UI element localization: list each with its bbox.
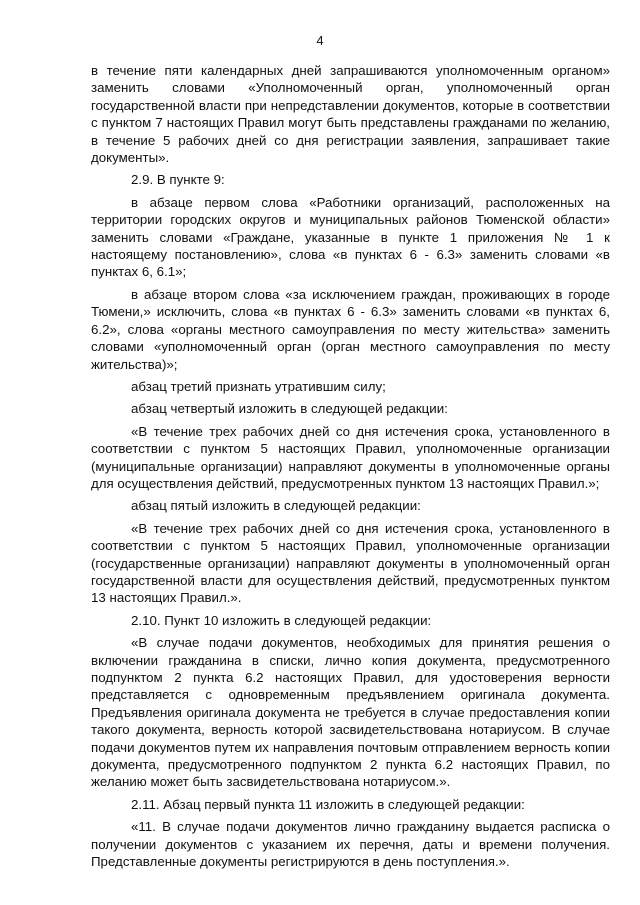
document-body: [91, 62, 610, 870]
section-2-11-heading: 2.11. Абзац первый пункта 11 изложить в следующей редакции:: [131, 796, 525, 812]
page-number: 4: [316, 33, 324, 48]
paragraph-fourth-abzac-text: «В течение трех рабочих дней со дня истечения срока, установленного в соответствии с пунктом 5 настоящих Правил, уполномоченные организации (муниципальные организации) направляют документы в уполномоченные органы для осуществления действий, предусмотренных пунктом 13 настоящих Правил.»;: [91, 423, 610, 491]
paragraph-fourth-abzac-intro: абзац четвертый изложить в следующей редакции:: [131, 401, 448, 417]
paragraph-third-abzac-repeal: абзац третий признать утратившим силу;: [131, 378, 386, 394]
paragraph-continuation: в течение пяти календарных дней запрашиваются уполномоченным органом» заменить словами «Уполномоченный орган, уполномоченный орган государственной власти при непредставлении документов, которые в соответствии с пунктом 7 настоящих Правил могут быть представлены гражданами по желанию, в течение 5 рабочих дней со дня регистрации заявления, запрашивает такие документы».: [91, 63, 610, 166]
paragraph-first-abzac-change: в абзаце первом слова «Работники организаций, расположенных на территории городских округов и муниципальных районов Тюменской области» заменить словами «Граждане, указанные в пункте 1 приложения № 1 к настоящему постановлению», слова «в пунктах 6 - 6.3» заменить словами «в пунктах 6, 6.1»;: [91, 194, 610, 280]
paragraph-point-11-text: «11. В случае подачи документов лично гражданину выдается расписка о получении документов с указанием их перечня, даты и времени получения. Представленные документы регистрируются в день поступления.».: [91, 819, 610, 870]
paragraph-fifth-abzac-text: «В течение трех рабочих дней со дня истечения срока, установленного в соответствии с пунктом 5 настоящих Правил, уполномоченные организации (государственные организации) направляют документы в уполномоченный орган государственной власти для осуществления действий, предусмотренных пунктом 13 настоящих Правил.».: [91, 520, 610, 606]
section-2-9-heading: 2.9. В пункте 9:: [131, 172, 225, 188]
paragraph-fifth-abzac-intro: абзац пятый изложить в следующей редакции:: [131, 498, 421, 514]
paragraph-second-abzac-change: в абзаце втором слова «за исключением граждан, проживающих в городе Тюмени,» исключить, слова «в пунктах 6 - 6.3» заменить словами «в пунктах 6, 6.2», слова «органы местного самоуправления по месту жительства» заменить словами «уполномоченный орган (орган местного самоуправления по месту жительства)»;: [91, 286, 610, 372]
paragraph-point-10-text: «В случае подачи документов, необходимых для принятия решения о включении гражданина в списки, лично копия документа, предусмотренного подпунктом 2 пункта 6.2 настоящих Правил, для удостоверения верности представляется с одновременным предъявлением оригинала документа. Предъявления оригинала документа не требуется в случае предоставления копии такого документа, верность которой засвидетельствована нотариусом. В случае подачи документов путем их направления почтовым отправлением верность копии документа, предусмотренного подпунктом 2 пункта 6.2 настоящих Правил, по желанию может быть засвидетельствована нотариусом.».: [91, 635, 610, 790]
section-2-10-heading: 2.10. Пункт 10 изложить в следующей редакции:: [131, 612, 432, 628]
